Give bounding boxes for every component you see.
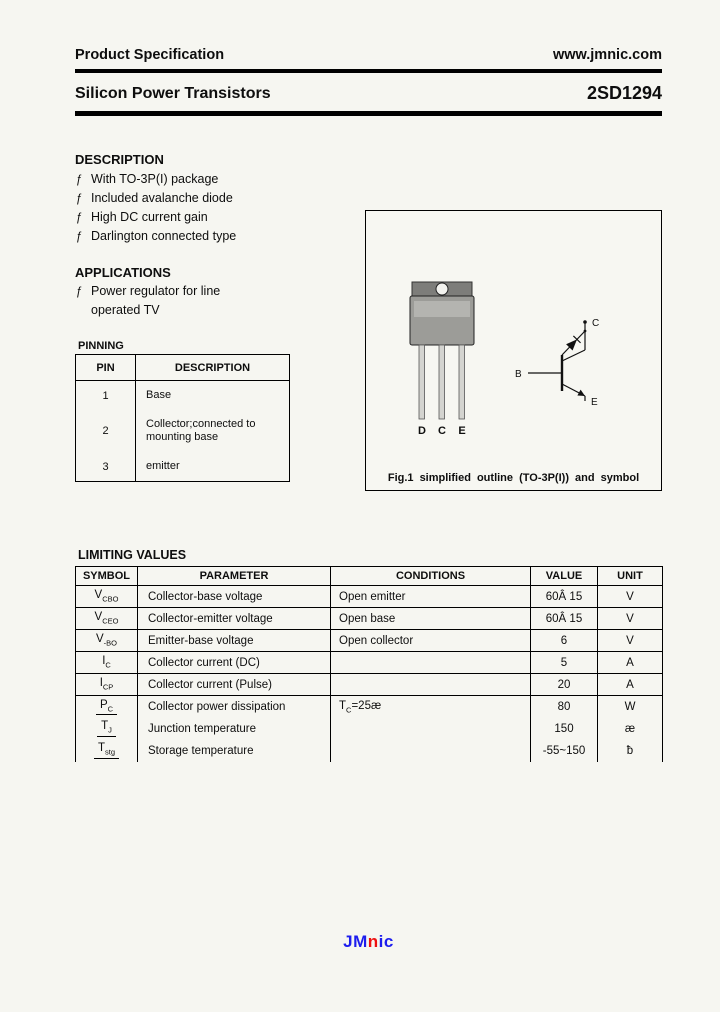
package-pin-label-2: C [438,425,446,437]
header-divider [75,69,662,73]
lv-unit-cell: V [598,630,663,652]
bullet-item [76,172,236,191]
limiting-values-header-row [76,567,663,586]
lv-parameter-cell: Collector power dissipation [138,696,331,718]
lv-col-unit: UNIT [598,567,663,586]
lv-symbol-cell [76,696,138,718]
symbol-text: $I_C$ [102,655,111,670]
lv-col-parameter: PARAMETER [138,567,331,586]
bullet-icon: ƒ [76,212,83,224]
transistor-symbol-drawing [528,320,587,401]
pinning-heading: PINNING [78,340,124,352]
lv-conditions-cell [331,740,531,762]
lv-parameter-cell: Junction temperature [138,718,331,740]
lv-conditions-cell: Open collector [331,630,531,652]
lv-conditions-cell: $T_C=25æ$ [331,696,531,718]
lv-col-value: VALUE [531,567,598,586]
lv-symbol-cell [76,674,138,696]
symbol-text: $V_{CBO}$ [94,589,119,604]
lv-col-symbol: SYMBOL [76,567,138,586]
mounting-hole [436,283,448,295]
bullet-item [76,191,236,210]
pin-number: 3 [76,452,136,482]
lv-unit-cell: W [598,696,663,718]
lv-conditions-cell [331,674,531,696]
limiting-values-heading: LIMITING VALUES [78,548,187,562]
limiting-values-row [76,696,663,718]
lv-symbol-cell [76,586,138,608]
bullet-item [76,229,236,248]
pinning-header-row [76,355,290,381]
lv-conditions-cell: Open base [331,608,531,630]
brand-logo [75,932,662,952]
lv-parameter-cell: Emitter-base voltage [138,630,331,652]
lv-value-cell: 60Â 15 [531,608,598,630]
doc-type-label: Product Specification [75,47,225,63]
applications-list [76,284,220,322]
lv-value-cell: 60Â 15 [531,586,598,608]
description-list [76,172,236,248]
lv-unit-cell: A [598,652,663,674]
lv-symbol-cell [76,652,138,674]
bullet-icon: ƒ [76,286,83,298]
lv-unit-cell: æ [598,718,663,740]
symbol-text: $T_{stg}$ [94,742,119,758]
lv-parameter-cell: Collector-emitter voltage [138,608,331,630]
pinning-row [76,381,290,411]
lv-parameter-cell: Collector current (Pulse) [138,674,331,696]
lv-value-cell: 80 [531,696,598,718]
title-divider [75,111,662,116]
symbol-text: $V_{CEO}$ [94,611,119,626]
lv-symbol-cell [76,740,138,762]
lv-unit-cell: A [598,674,663,696]
lv-parameter-cell: Collector current (DC) [138,652,331,674]
logo-letter-group: JM [343,932,368,951]
package-pin-label-1: D [418,425,426,437]
bullet-text: With TO-3P(I) package [91,172,219,186]
symbol-text: $T_J$ [97,720,116,736]
limiting-values-row [76,652,663,674]
lv-value-cell: 6 [531,630,598,652]
limiting-values-table [75,566,663,762]
pinning-table [75,354,290,482]
limiting-values-row [76,586,663,608]
lv-value-cell: 5 [531,652,598,674]
symbol-emitter-label: E [591,397,598,408]
logo-letter-group: ic [378,932,394,951]
pin-number: 1 [76,381,136,411]
lv-col-conditions: CONDITIONS [331,567,531,586]
pin-number: 2 [76,410,136,452]
website-url: www.jmnic.com [552,47,662,63]
logo-letter-group: n [367,932,379,951]
bullet-item [76,284,220,303]
figure-drawing [366,211,661,490]
lv-symbol-cell [76,630,138,652]
lv-value-cell: -55~150 [531,740,598,762]
lv-unit-cell: V [598,586,663,608]
pin-description: Base [146,389,172,401]
lv-symbol-cell [76,608,138,630]
limiting-values-row [76,718,663,740]
bullet-icon: ƒ [76,174,83,186]
pinning-row [76,452,290,482]
limiting-values-row [76,740,663,762]
lv-conditions-cell [331,718,531,740]
package-leg [439,345,445,419]
symbol-collector-label: C [592,318,600,329]
figure-caption: Fig.1 simplified outline (TO-3P(I)) and symbol [387,472,640,484]
symbol-text: $V_{-BO}$ [95,633,117,648]
lv-unit-cell: V [598,608,663,630]
symbol-base-label: B [515,369,522,380]
lv-parameter-cell: Collector-base voltage [138,586,331,608]
bullet-text: Included avalanche diode [91,191,233,205]
pinning-row [76,410,290,452]
limiting-values-row [76,674,663,696]
pin-description: Collector;connected to mounting base [146,418,256,443]
bullet-item [76,210,236,229]
pin-description: emitter [146,460,180,472]
bullet-text: Power regulator for line [91,284,221,298]
lv-conditions-cell [331,652,531,674]
limiting-values-row [76,608,663,630]
lv-value-cell: 20 [531,674,598,696]
lv-conditions-cell: Open emitter [331,586,531,608]
lv-unit-cell: ƀ [598,740,663,762]
package-pin-label-3: E [458,425,466,437]
pinning-col-description: DESCRIPTION [136,355,290,381]
limiting-values-row [76,630,663,652]
applications-heading: APPLICATIONS [75,265,171,280]
package-leg [459,345,465,419]
part-number: 2SD1294 [586,83,662,103]
bullet-text: Darlington connected type [91,229,237,243]
to3p-package-drawing [410,282,474,437]
description-heading: DESCRIPTION [75,152,164,167]
bullet-icon: ƒ [76,231,83,243]
symbol-text: $P_C$ [96,699,117,715]
figure-box [365,210,662,491]
lv-value-cell: 150 [531,718,598,740]
product-category-title: Silicon Power Transistors [75,85,271,102]
symbol-text: $I_{CP}$ [99,677,114,692]
bullet-text: operated TV [91,303,160,317]
bullet-text: High DC current gain [91,210,208,224]
lv-symbol-cell [76,718,138,740]
lv-parameter-cell: Storage temperature [138,740,331,762]
bullet-item [76,303,220,322]
bullet-icon: ƒ [76,193,83,205]
package-leg [419,345,425,419]
pinning-col-pin: PIN [76,355,136,381]
